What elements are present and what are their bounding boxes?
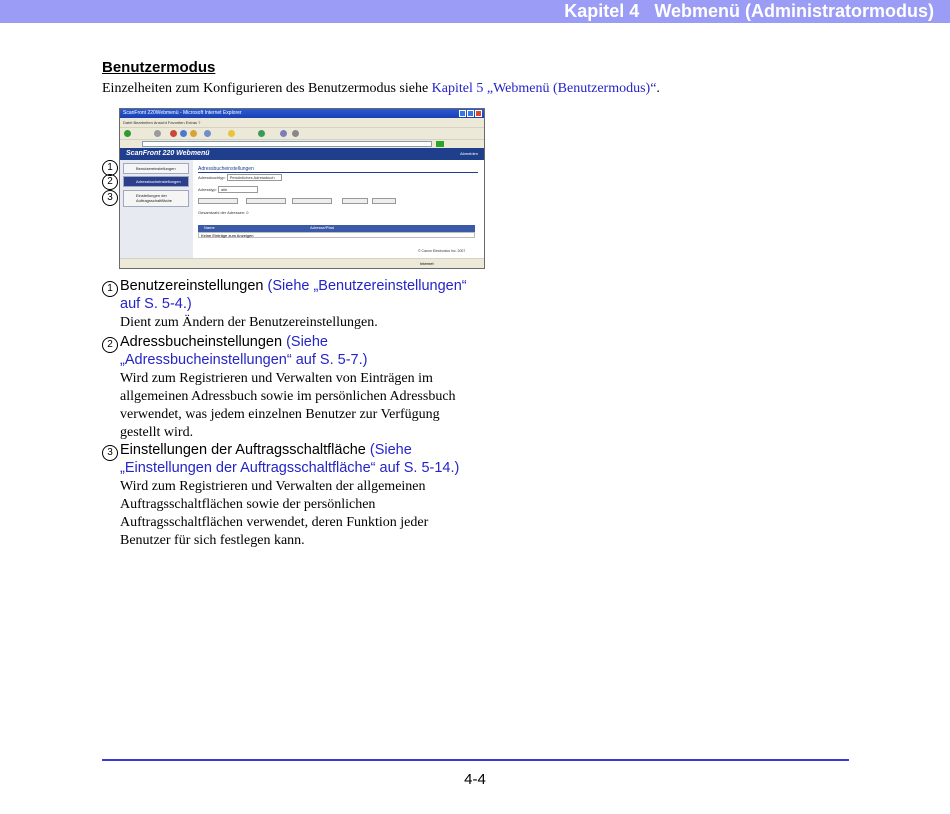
main-panel (196, 160, 481, 258)
deselect-all-button (292, 198, 332, 204)
empty-row-text: Keine Einträge zum Anzeigen (201, 233, 254, 238)
status-zone: Internet (420, 261, 434, 266)
mail-icon (280, 130, 287, 137)
add-button (342, 198, 368, 204)
forward-icon (154, 130, 161, 137)
item-title: Adressbucheinstellungen (120, 334, 283, 350)
app-title: ScanFront 220 Webmenü (126, 150, 210, 157)
page-number: 4-4 (464, 771, 486, 788)
item-title: Einstellungen der Auftragsschaltfläche (120, 442, 366, 458)
table-header (198, 225, 475, 232)
item-heading (120, 442, 480, 477)
nav-user-settings: Benutzereinstellungen (123, 163, 189, 174)
window-buttons (459, 110, 482, 117)
browser-menu-bar: Datei Bearbeiten Ansicht Favoriten Extras ? (120, 118, 484, 127)
address-bar (120, 139, 484, 148)
browser-window-title: ScanFront 220Webmenü - Microsoft Internet Explorer (123, 110, 242, 116)
history-icon (258, 130, 265, 137)
maximize-icon (467, 110, 474, 117)
callout-2: 2 (102, 174, 118, 190)
table-row (198, 232, 475, 238)
book-type-select: Persönliches Adressbuch (227, 174, 282, 181)
intro-text: Einzelheiten zum Konfigurieren des Benutzermodus siehe (102, 81, 432, 96)
stop-icon (170, 130, 177, 137)
item-title: Benutzereinstellungen (120, 278, 264, 294)
favorites-icon (228, 130, 235, 137)
item-number: 2 (102, 337, 118, 353)
item-number: 3 (102, 445, 118, 461)
chapter-title: Kapitel 4 Webmenü (Administratormodus) (564, 1, 934, 21)
item-reference-link[interactable]: (Siehe „Adressbucheinstellungen“ auf S. 5-7.) (120, 334, 368, 368)
address-input (142, 141, 432, 147)
new-address-button (198, 198, 238, 204)
nav-address-book: Adressbucheinstellungen (123, 176, 189, 187)
addr-type-row: Adresstyp: alle (198, 187, 258, 192)
item-description: Wird zum Registrieren und Verwalten von Einträgen im allgemeinen Adressbuch sowie im persönlichen Adressbuch verwendet, was jedem einzelnen Benutzer zur Verfügung gestellt wird. (120, 371, 456, 440)
callout-3: 3 (102, 190, 118, 206)
addr-type-select: alle (218, 186, 258, 193)
side-nav (120, 160, 193, 258)
footer-rule (102, 759, 849, 761)
col-address: Adresse/Pfad (310, 225, 335, 230)
total-count: Gesamtzahl der Adressen: 0 (198, 210, 249, 215)
item-description: Dient zum Ändern der Benutzereinstellungen. (120, 315, 378, 330)
chapter-header-bar (0, 0, 950, 23)
select-all-button (246, 198, 286, 204)
item-description: Wird zum Registrieren und Verwalten der allgemeinen Auftragsschaltflächen sowie der persönlichen Auftragsschaltflächen verwendet, deren Funktion jeder Benutzer für sich festlegen kann. (120, 479, 429, 548)
browser-title-bar (120, 109, 484, 118)
webmenu-screenshot (119, 108, 485, 269)
copyright: © Canon Electronics Inc. 2007 (418, 249, 466, 253)
item-reference-link[interactable]: (Siehe „Einstellungen der Auftragsschaltfläche“ auf S. 5-14.) (120, 442, 460, 476)
back-icon (124, 130, 131, 137)
browser-status-bar (120, 258, 484, 268)
item-heading (120, 334, 480, 369)
item-number: 1 (102, 281, 118, 297)
print-icon (292, 130, 299, 137)
intro-paragraph (102, 81, 660, 97)
search-icon (204, 130, 211, 137)
item-reference-link[interactable]: (Siehe „Benutzereinstellungen“ auf S. 5-4.) (120, 278, 467, 312)
book-type-row: Adressbuchtyp: Persönliches Adressbuch (198, 175, 282, 180)
item-heading (120, 278, 480, 313)
refresh-icon (180, 130, 187, 137)
go-icon (436, 141, 444, 147)
intro-end: . (656, 81, 660, 96)
col-name: Name (204, 225, 215, 230)
logout-link: Abmelden (459, 151, 478, 156)
close-icon (475, 110, 482, 117)
section-title: Benutzermodus (102, 59, 216, 76)
app-header (120, 148, 484, 160)
callout-1: 1 (102, 160, 118, 176)
panel-title: Adressbucheinstellungen (198, 166, 478, 173)
minimize-icon (459, 110, 466, 117)
chapter-5-link[interactable]: Kapitel 5 „Webmenü (Benutzermodus)“ (431, 81, 657, 96)
home-icon (190, 130, 197, 137)
browser-toolbar (120, 127, 484, 139)
nav-job-button: Einstellungen der Auftragsschaltfläche (123, 190, 189, 207)
delete-button (372, 198, 396, 204)
